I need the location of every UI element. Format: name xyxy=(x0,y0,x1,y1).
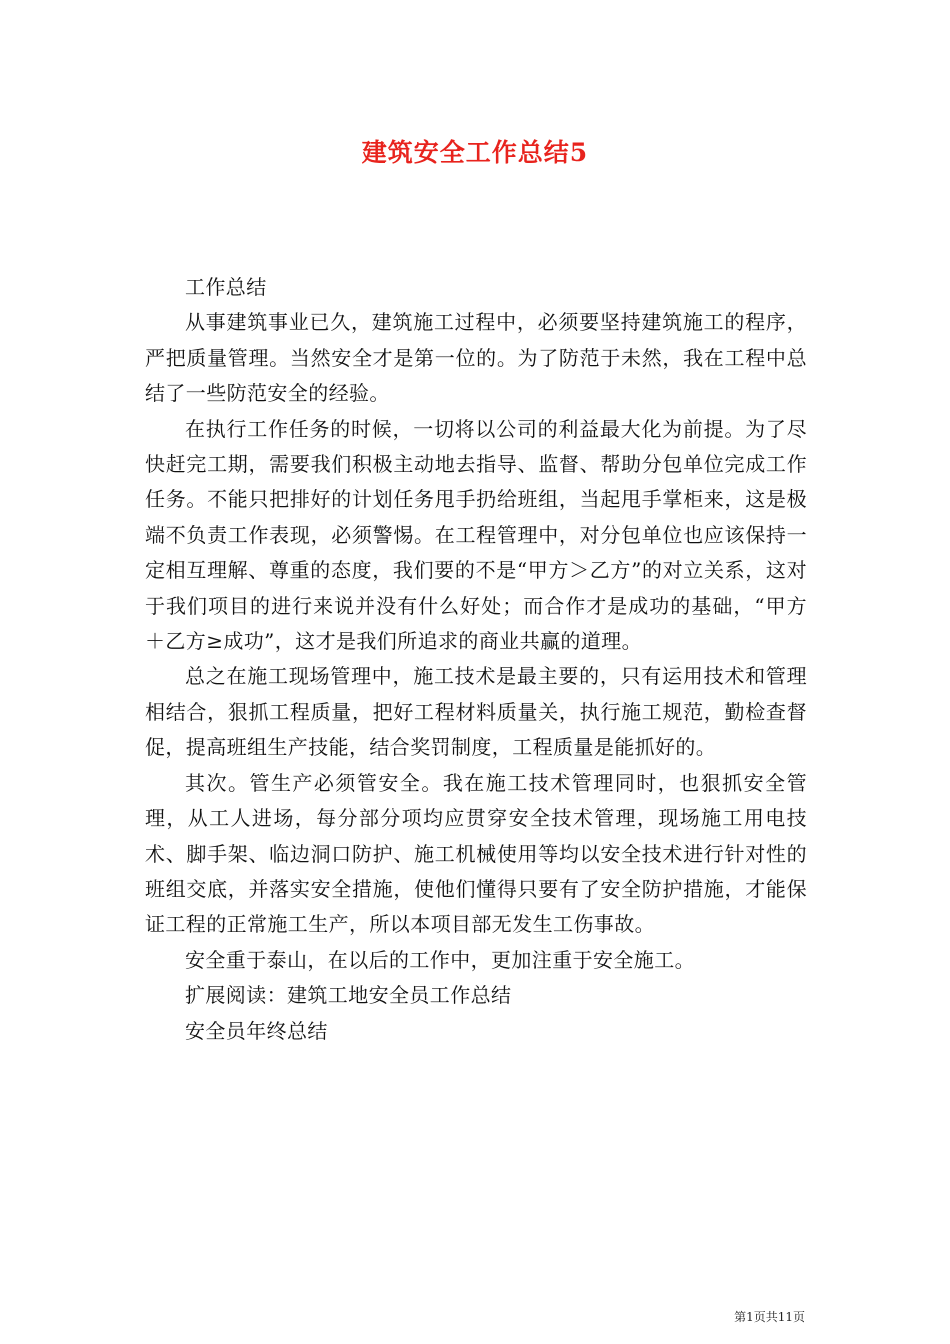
page-title: 建筑安全工作总结5 xyxy=(361,138,589,167)
paragraph: 总之在施工现场管理中，施工技术是最主要的，只有运用技术和管理相结合，狠抓工程质量，把好工程材料质量关，执行施工规范，勤检查督促，提高班组生产技能，结合奖罚制度，工程质量是能抓好的。 xyxy=(145,664,807,760)
paragraph: 在执行工作任务的时候，一切将以公司的利益最大化为前提。为了尽快赶完工期，需要我们积极主动地去指导、监督、帮助分包单位完成工作任务。不能只把排好的计划任务甩手扔给班组，当起甩手掌柜来，这是极端不负责工作表现，必须警惕。在工程管理中，对分包单位也应该保持一定相互理解、尊重的态度，我们要的不是“甲方＞乙方”的对立关系，这对于我们项目的进行来说并没有什么好处；而合作才是成功的基础，“甲方＋乙方≥成功”，这才是我们所追求的商业共赢的道理。 xyxy=(145,416,807,654)
paragraph-extended-reading: 扩展阅读：建筑工地安全员工作总结 xyxy=(185,983,512,1008)
page-number-footer: 第1页共11页 xyxy=(734,1310,805,1324)
paragraph-subtitle: 安全员年终总结 xyxy=(185,1018,328,1043)
paragraph: 安全重于泰山，在以后的工作中，更加注重于安全施工。 xyxy=(185,947,695,972)
document-body xyxy=(145,270,807,1049)
paragraph: 从事建筑事业已久，建筑施工过程中，必须要坚持建筑施工的程序，严把质量管理。当然安全才是第一位的。为了防范于未然，我在工程中总结了一些防范安全的经验。 xyxy=(145,310,807,406)
paragraph-heading: 工作总结 xyxy=(185,275,267,299)
paragraph: 其次。管生产必须管安全。我在施工技术管理同时，也狠抓安全管理，从工人进场，每分部分项均应贯穿安全技术管理，现场施工用电技术、脚手架、临边洞口防护、施工机械使用等均以安全技术进行针对性的班组交底，并落实安全措施，使他们懂得只要有了安全防护措施，才能保证工程的正常施工生产，所以本项目部无发生工伤事故。 xyxy=(145,770,807,937)
